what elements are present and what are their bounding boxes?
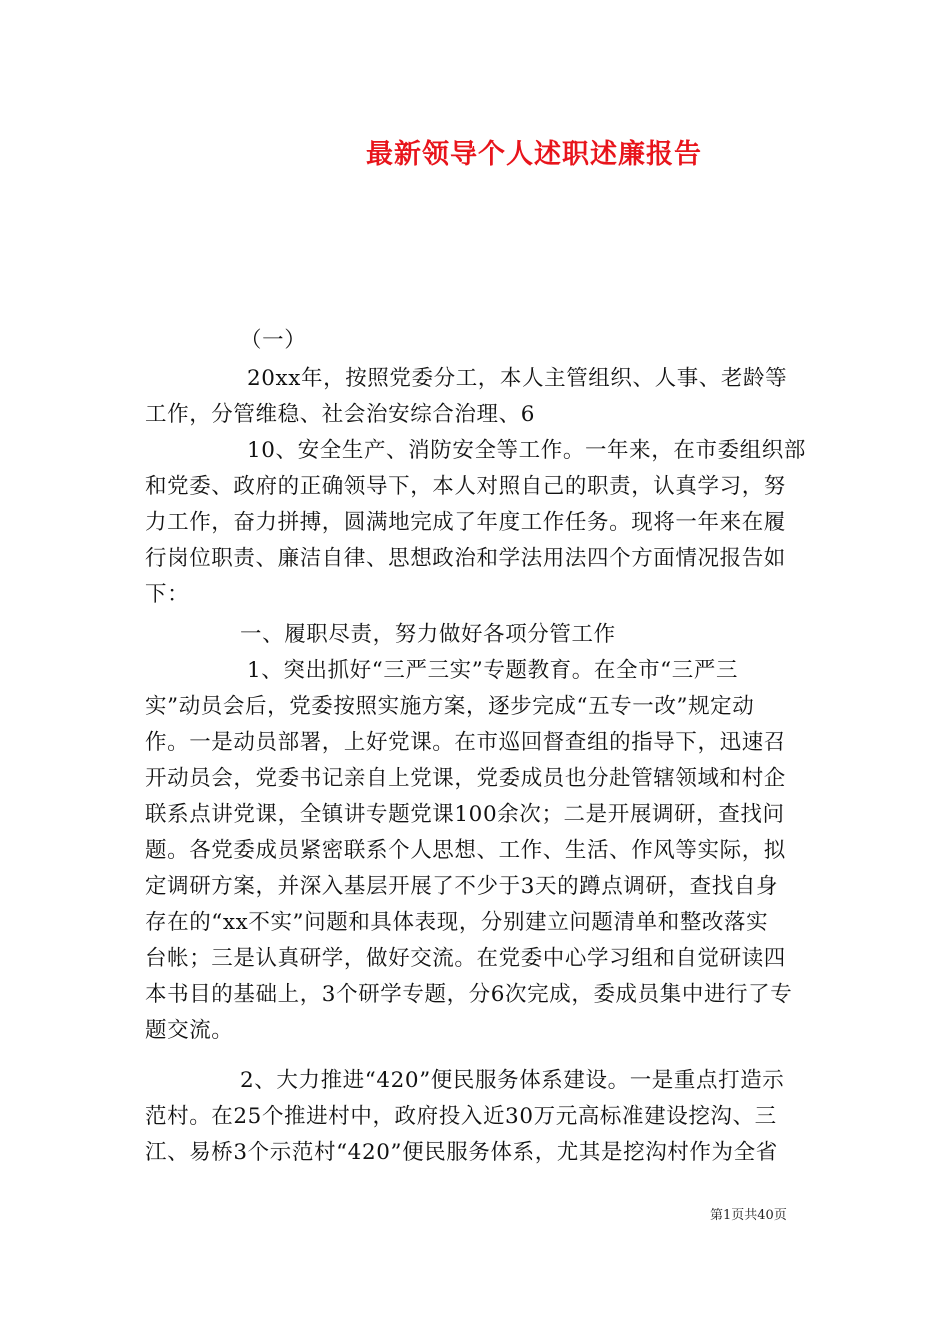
paragraph-line: 20xx年，按照党委分工，本人主管组织、人事、老龄等 — [247, 366, 788, 391]
paragraph-line: 范村。在25个推进村中，政府投入近30万元高标准建设挖沟、三 — [145, 1104, 777, 1129]
paragraph-line: 联系点讲党课，全镇讲专题党课100余次；二是开展调研，查找问 — [145, 802, 785, 827]
paragraph-line: 定调研方案，并深入基层开展了不少于3天的蹲点调研，查找自身 — [145, 874, 779, 899]
paragraph-line: 本书目的基础上，3个研学专题，分6次完成，委成员集中进行了专 — [145, 982, 793, 1007]
paragraph-line: 江、易桥3个示范村“420”便民服务体系，尤其是挖沟村作为全省 — [145, 1140, 778, 1165]
document-title: 最新领导个人述职述廉报告 — [366, 139, 702, 170]
paragraph-line: 作。一是动员部署，上好党课。在市巡回督查组的指导下，迅速召 — [145, 730, 786, 755]
paragraph-line: 实”动员会后，党委按照实施方案，逐步完成“五专一改”规定动 — [145, 694, 755, 719]
paragraph-line: 题交流。 — [145, 1018, 234, 1043]
paragraph-line: （一） — [240, 328, 307, 353]
paragraph-line: 行岗位职责、廉洁自律、思想政治和学法用法四个方面情况报告如 — [145, 546, 786, 571]
section-heading: 一、履职尽责，努力做好各项分管工作 — [240, 622, 616, 647]
paragraph-line: 存在的“xx不实”问题和具体表现，分别建立问题清单和整改落实 — [145, 910, 769, 935]
paragraph-line: 下： — [145, 582, 190, 607]
paragraph-line: 和党委、政府的正确领导下，本人对照自己的职责，认真学习，努 — [145, 474, 786, 499]
paragraph-line: 工作，分管维稳、社会治安综合治理、6 — [145, 402, 535, 427]
page-number: 第1页共40页 — [710, 1208, 787, 1223]
paragraph-line: 开动员会，党委书记亲自上党课，党委成员也分赴管辖领域和村企 — [145, 766, 786, 791]
paragraph-line: 10、安全生产、消防安全等工作。一年来，在市委组织部 — [247, 438, 806, 463]
paragraph-line: 1、突出抓好“三严三实”专题教育。在全市“三严三 — [247, 658, 739, 683]
paragraph-line: 台帐；三是认真研学，做好交流。在党委中心学习组和自觉研读四 — [145, 946, 786, 971]
paragraph-line: 力工作，奋力拼搏，圆满地完成了年度工作任务。现将一年来在履 — [145, 510, 786, 535]
paragraph-line: 2、大力推进“420”便民服务体系建设。一是重点打造示 — [240, 1068, 785, 1093]
paragraph-line: 题。各党委成员紧密联系个人思想、工作、生活、作风等实际，拟 — [145, 838, 786, 863]
